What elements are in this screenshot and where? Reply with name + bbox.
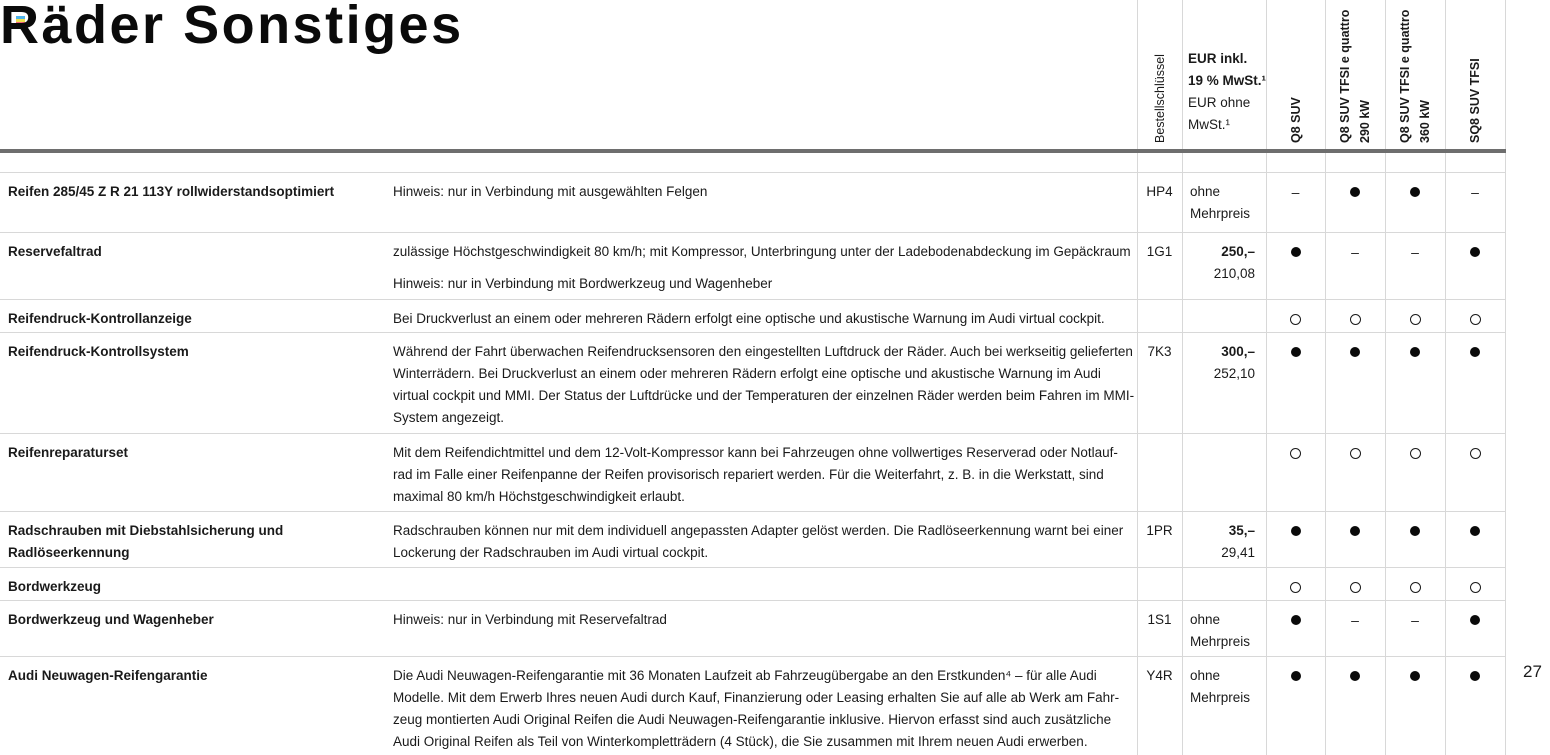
- availability-marker: [1400, 520, 1430, 542]
- model-header-line: Q8 SUV TFSI e quattro: [1338, 9, 1352, 143]
- description-line: Hinweis: nur in Verbindung mit Reservefaltrad: [393, 612, 667, 627]
- price-note: ohne Mehrpreis: [1190, 612, 1251, 649]
- model-header-line: Q8 SUV TFSI e quattro: [1398, 9, 1412, 143]
- optional-equipment-circle-icon: [1410, 314, 1421, 325]
- optional-equipment-circle-icon: [1470, 314, 1481, 325]
- page-number: 27: [1523, 662, 1542, 681]
- model-header-line: SQ8 SUV TFSI: [1468, 58, 1482, 143]
- order-code: HP4: [1146, 184, 1173, 199]
- table-row: [0, 299, 1506, 332]
- price-gross: 35,–: [1228, 523, 1255, 538]
- standard-equipment-dot-icon: [1291, 615, 1301, 625]
- standard-equipment-dot-icon: [1410, 526, 1420, 536]
- column-header-price: [1188, 48, 1266, 136]
- price-note: ohne Mehrpreis: [1190, 668, 1251, 705]
- availability-marker: –: [1351, 612, 1359, 628]
- optional-equipment-circle-icon: [1350, 582, 1361, 593]
- table-row: [0, 567, 1506, 600]
- option-name: Bordwerkzeug: [8, 579, 102, 594]
- availability-marker: [1460, 341, 1490, 363]
- availability-marker: [1340, 308, 1370, 330]
- availability-marker: –: [1411, 612, 1419, 628]
- description-line: System angezeigt.: [393, 410, 505, 425]
- description-line: Modelle. Mit dem Erwerb Ihres neuen Audi durch Kauf, Finanzierung oder Leasing erhalten Sie auf alle ab Werk am Fahr-: [393, 690, 1120, 705]
- column-header-order-code: [1150, 0, 1170, 143]
- option-name: Reservefaltrad: [8, 244, 102, 259]
- description-paragraph: [393, 609, 1138, 631]
- optional-equipment-circle-icon: [1470, 582, 1481, 593]
- column-header-model: [1465, 0, 1485, 143]
- header-divider-rule: [0, 149, 1506, 153]
- availability-marker: [1281, 241, 1311, 263]
- option-name: Reifen 285/45 Z R 21 113Y rollwiderstandsoptimiert: [8, 184, 335, 199]
- availability-marker: [1340, 576, 1370, 598]
- standard-equipment-dot-icon: [1470, 615, 1480, 625]
- option-description: [393, 442, 1138, 508]
- availability-marker: –: [1411, 244, 1419, 260]
- standard-equipment-dot-icon: [1470, 671, 1480, 681]
- description-line: Während der Fahrt überwachen Reifendrucksensoren den eingestellten Luftdruck der Räder. Auch bei werkseitig gelieferten: [393, 344, 1133, 359]
- description-line: virtual cockpit und MMI. Der Status der Luftdrücke und der Temperaturen der einzelnen Räder werden beim Fahren im MMI-: [393, 388, 1135, 403]
- price-header-net-line: EUR ohne: [1188, 95, 1251, 110]
- description-paragraph: [393, 520, 1138, 564]
- availability-marker: [1460, 241, 1490, 263]
- availability-marker: [1460, 308, 1490, 330]
- table-row: [0, 600, 1506, 656]
- availability-marker: [1281, 609, 1311, 631]
- description-line: Radschrauben können nur mit dem individuell angepassten Adapter gelöst werden. Die Radlöseerkennung warnt bei einer: [393, 523, 1124, 538]
- table-row: [0, 172, 1506, 232]
- model-header-line: 290 kW: [1358, 99, 1372, 143]
- availability-marker: [1400, 442, 1430, 464]
- description-line: Die Audi Neuwagen-Reifengarantie mit 36 Monaten Laufzeit ab Fahrzeugübergabe an den Erstkunden⁴ – für alle Audi: [393, 668, 1097, 683]
- price-net: 252,10: [1213, 366, 1255, 381]
- price: [1183, 520, 1255, 564]
- availability-marker: [1400, 308, 1430, 330]
- page-title: Räder Sonstiges: [0, 0, 464, 55]
- table-row: [0, 511, 1506, 567]
- availability-marker: –: [1471, 184, 1479, 200]
- model-header-line: Q8 SUV: [1288, 97, 1303, 143]
- optional-equipment-circle-icon: [1290, 448, 1301, 459]
- order-code: 1S1: [1147, 612, 1172, 627]
- description-line: Bei Druckverlust an einem oder mehreren Rädern erfolgt eine optische und akustische Warnung im Audi virtual cockpit.: [393, 311, 1105, 326]
- option-description: [393, 520, 1138, 564]
- standard-equipment-dot-icon: [1470, 526, 1480, 536]
- standard-equipment-dot-icon: [1350, 187, 1360, 197]
- order-code: 1PR: [1146, 523, 1173, 538]
- availability-marker: [1281, 665, 1311, 687]
- option-description: [393, 609, 1138, 631]
- availability-marker: [1281, 442, 1311, 464]
- availability-marker: [1281, 308, 1311, 330]
- table-row: [0, 656, 1506, 755]
- description-line: Winterrädern. Bei Druckverlust an einem oder mehreren Rädern erfolgt eine optische und akustische Warnung im Audi: [393, 366, 1101, 381]
- option-name: Reifendruck-Kontrollsystem: [8, 344, 189, 359]
- standard-equipment-dot-icon: [1291, 526, 1301, 536]
- availability-marker: [1460, 665, 1490, 687]
- standard-equipment-dot-icon: [1291, 671, 1301, 681]
- description-paragraph: [393, 341, 1138, 429]
- column-header-model: [1286, 0, 1306, 143]
- price-gross: 300,–: [1221, 344, 1255, 359]
- price-note: ohne Mehrpreis: [1190, 184, 1251, 221]
- table-row: [0, 433, 1506, 511]
- availability-marker: [1340, 665, 1370, 687]
- availability-marker: [1340, 341, 1370, 363]
- optional-equipment-circle-icon: [1350, 314, 1361, 325]
- price-net: 210,08: [1213, 266, 1255, 281]
- availability-marker: [1400, 181, 1430, 203]
- standard-equipment-dot-icon: [1350, 347, 1360, 357]
- description-paragraph: [393, 273, 1138, 295]
- price-header-net-line: MwSt.¹: [1188, 117, 1230, 132]
- optional-equipment-circle-icon: [1410, 582, 1421, 593]
- table-row: [0, 332, 1506, 433]
- description-paragraph: [393, 308, 1138, 330]
- order-code: 7K3: [1147, 344, 1172, 359]
- option-name: Radschrauben mit Diebstahlsicherung und Radlöseerkennung: [8, 523, 284, 560]
- availability-marker: [1340, 520, 1370, 542]
- option-name: Audi Neuwagen-Reifengarantie: [8, 668, 208, 683]
- availability-marker: [1400, 665, 1430, 687]
- optional-equipment-circle-icon: [1410, 448, 1421, 459]
- description-line: Mit dem Reifendichtmittel und dem 12-Volt-Kompressor kann bei Fahrzeugen ohne vollwertiges Reserverad oder Notlauf-: [393, 445, 1118, 460]
- description-line: Audi Original Reifen als Teil von Winterkompletträdern (4 Stück), die Sie zusammen mit Ihrem neuen Audi erwerben.: [393, 734, 1088, 749]
- availability-marker: [1281, 341, 1311, 363]
- description-line: rad im Falle einer Reifenpanne der Reifen provisorisch repariert werden. Für die Weiterfahrt, z. B. in die Werkstatt, sind: [393, 467, 1104, 482]
- availability-marker: [1281, 576, 1311, 598]
- price-net: 29,41: [1221, 545, 1255, 560]
- price-header-gross-line: EUR inkl.: [1188, 51, 1248, 66]
- standard-equipment-dot-icon: [1410, 187, 1420, 197]
- standard-equipment-dot-icon: [1410, 347, 1420, 357]
- optional-equipment-circle-icon: [1470, 448, 1481, 459]
- availability-marker: [1460, 576, 1490, 598]
- description-line: Hinweis: nur in Verbindung mit Bordwerkzeug und Wagenheber: [393, 276, 773, 291]
- availability-marker: [1281, 520, 1311, 542]
- column-header-model: [1395, 0, 1435, 143]
- option-name: Reifendruck-Kontrollanzeige: [8, 311, 192, 326]
- price-header-gross-line: 19 % MwSt.¹: [1188, 73, 1267, 88]
- description-paragraph: [393, 442, 1138, 508]
- option-description: [393, 308, 1138, 330]
- price-gross: 250,–: [1221, 244, 1255, 259]
- column-header-model: [1335, 0, 1375, 143]
- availability-marker: [1460, 609, 1490, 631]
- description-line: maximal 80 km/h Höchstgeschwindigkeit erlaubt.: [393, 489, 685, 504]
- description-line: zulässige Höchstgeschwindigkeit 80 km/h; mit Kompressor, Unterbringung unter der Ladebodenabdeckung im Gepäckraum: [393, 244, 1131, 259]
- option-description: [393, 181, 1138, 203]
- availability-marker: [1340, 181, 1370, 203]
- optional-equipment-circle-icon: [1350, 448, 1361, 459]
- option-description: [393, 665, 1138, 753]
- description-line: zeug montierten Audi Original Reifen die Audi Neuwagen-Reifengarantie inklusive. Hiervon erfasst sind auch zusätzliche: [393, 712, 1112, 727]
- description-line: Hinweis: nur in Verbindung mit ausgewählten Felgen: [393, 184, 708, 199]
- description-line: Lockerung der Radschrauben im Audi virtual cockpit.: [393, 545, 709, 560]
- options-table-body: [0, 172, 1506, 755]
- option-description: [393, 341, 1138, 429]
- order-code-label: Bestellschlüssel: [1153, 54, 1167, 143]
- standard-equipment-dot-icon: [1291, 247, 1301, 257]
- order-code: 1G1: [1146, 244, 1173, 259]
- standard-equipment-dot-icon: [1350, 671, 1360, 681]
- price: [1183, 341, 1255, 385]
- availability-marker: [1460, 442, 1490, 464]
- option-description: [393, 241, 1138, 295]
- standard-equipment-dot-icon: [1291, 347, 1301, 357]
- standard-equipment-dot-icon: [1350, 526, 1360, 536]
- price-header-net: [1188, 92, 1266, 136]
- price-header-gross: [1188, 48, 1266, 92]
- option-name: Bordwerkzeug und Wagenheber: [8, 612, 214, 627]
- standard-equipment-dot-icon: [1470, 347, 1480, 357]
- standard-equipment-dot-icon: [1470, 247, 1480, 257]
- availability-marker: –: [1291, 184, 1300, 200]
- price: [1183, 241, 1255, 285]
- description-paragraph: [393, 241, 1138, 263]
- availability-marker: [1400, 576, 1430, 598]
- description-paragraph: [393, 665, 1138, 753]
- order-code: Y4R: [1146, 668, 1173, 683]
- availability-marker: [1340, 442, 1370, 464]
- availability-marker: [1400, 341, 1430, 363]
- option-name: Reifenreparaturset: [8, 445, 129, 460]
- description-paragraph: [393, 181, 1138, 203]
- model-header-line: 360 kW: [1418, 99, 1432, 143]
- standard-equipment-dot-icon: [1410, 671, 1420, 681]
- optional-equipment-circle-icon: [1290, 582, 1301, 593]
- availability-marker: [1460, 520, 1490, 542]
- optional-equipment-circle-icon: [1290, 314, 1301, 325]
- table-row: [0, 232, 1506, 299]
- availability-marker: –: [1351, 244, 1359, 260]
